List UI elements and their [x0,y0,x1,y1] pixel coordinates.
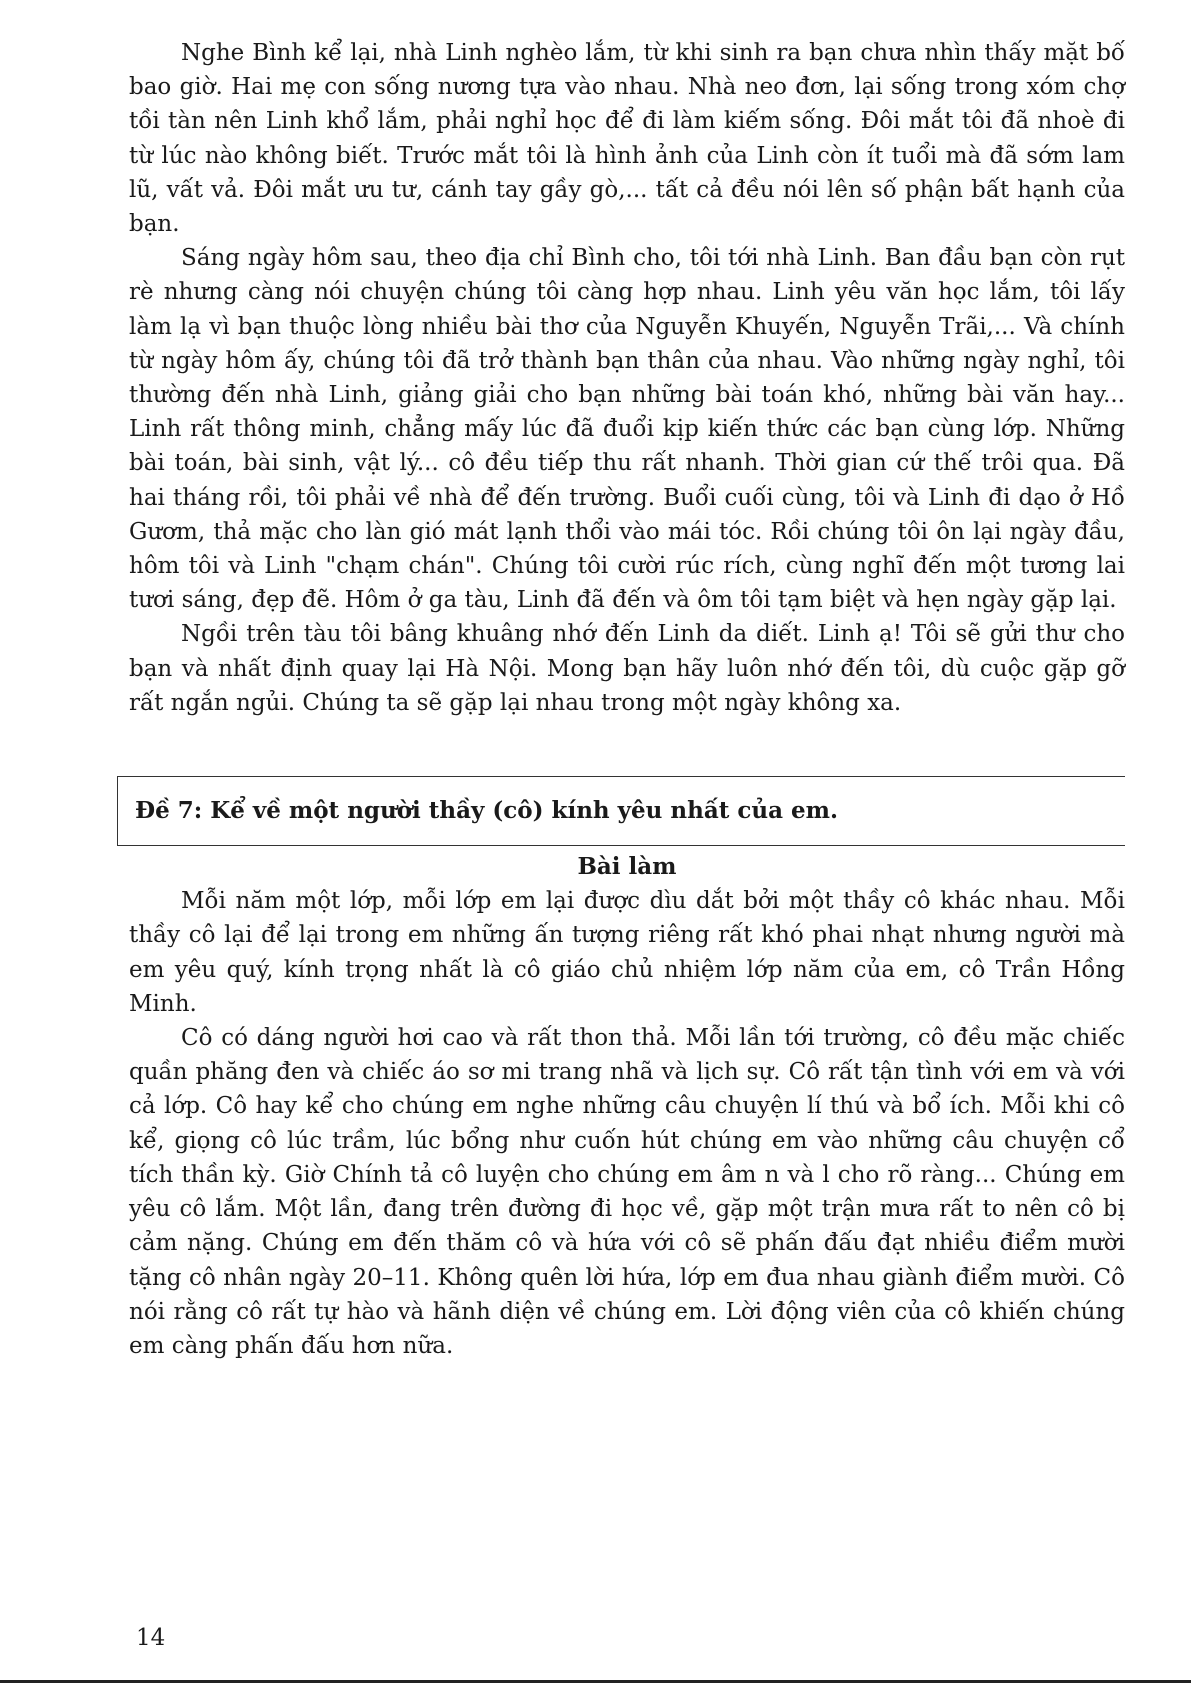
paragraph: Cô có dáng người hơi cao và rất thon thả. Mỗi lần tới trường, cô đều mặc chiếc quần phăng đen và chiếc áo sơ mi trang nhã và lịch sự. Cô rất tận tình với em và với cả lớp. Cô hay kể cho chúng em nghe những câu chuyện lí thú và bổ ích. Mỗi khi cô kể, giọng cô lúc trầm, lúc bổng như cuốn hút chúng em vào những câu chuyện cổ tích thần kỳ. Giờ Chính tả cô luyện cho chúng em âm n và l cho rõ ràng... Chúng em yêu cô lắm. Một lần, đang trên đường đi học về, gặp một trận mưa rất to nên cô bị cảm nặng. Chúng em đến thăm cô và hứa với cô sẽ phấn đấu đạt nhiều điểm mười tặng cô nhân ngày 20–11. Không quên lời hứa, lớp em đua nhau giành điểm mười. Cô nói rằng cô rất tự hào và hãnh diện về chúng em. Lời động viên của cô khiến chúng em càng phấn đấu hơn nữa. [129,1025,1125,1359]
page-content [129,36,1125,1363]
paragraph: Sáng ngày hôm sau, theo địa chỉ Bình cho, tôi tới nhà Linh. Ban đầu bạn còn rụt rè nhưng càng nói chuyện chúng tôi càng hợp nhau. Linh yêu văn học lắm, tôi lấy làm lạ vì bạn thuộc lòng nhiều bài thơ của Nguyễn Khuyến, Nguyễn Trãi,... Và chính từ ngày hôm ấy, chúng tôi đã trở thành bạn thân của nhau. Vào những ngày nghỉ, tôi thường đến nhà Linh, giảng giải cho bạn những bài toán khó, những bài văn hay... Linh rất thông minh, chẳng mấy lúc đã đuổi kịp kiến thức các bạn cùng lớp. Những bài toán, bài sinh, vật lý... cô đều tiếp thu rất nhanh. Thời gian cứ thế trôi qua. Đã hai tháng rồi, tôi phải về nhà để đến trường. Buổi cuối cùng, tôi và Linh đi dạo ở Hồ Gươm, thả mặc cho làn gió mát lạnh thổi vào mái tóc. Rồi chúng tôi ôn lại ngày đầu, hôm tôi và Linh "chạm chán". Chúng tôi cười rúc rích, cùng nghĩ đến một tương lai tươi sáng, đẹp đẽ. Hôm ở ga tàu, Linh đã đến và ôm tôi tạm biệt và hẹn ngày gặp lại. [129,245,1125,614]
answer-heading: Bài làm [577,853,677,881]
paragraph: Mỗi năm một lớp, mỗi lớp em lại được dìu dắt bởi một thầy cô khác nhau. Mỗi thầy cô lại để lại trong em những ấn tượng riêng rất khó phai nhạt nhưng người mà em yêu quý, kính trọng nhất là cô giáo chủ nhiệm lớp năm của em, cô Trần Hồng Minh. [129,888,1125,1017]
topic-title: Đề 7: Kể về một người thầy (cô) kính yêu nhất của em. [135,796,838,824]
section-gap [129,720,1125,776]
paragraph: Nghe Bình kể lại, nhà Linh nghèo lắm, từ khi sinh ra bạn chưa nhìn thấy mặt bố bao giờ. Hai mẹ con sống nương tựa vào nhau. Nhà neo đơn, lại sống trong xóm chợ tồi tàn nên Linh khổ lắm, phải nghỉ học để đi làm kiếm sống. Đôi mắt tôi đã nhoè đi từ lúc nào không biết. Trước mắt tôi là hình ảnh của Linh còn ít tuổi mà đã sớm lam lũ, vất vả. Đôi mắt ưu tư, cánh tay gầy gò,... tất cả đều nói lên số phận bất hạnh của bạn. [129,40,1125,238]
page-number: 14 [136,1625,166,1651]
topic-box [117,776,1125,846]
paragraph: Ngồi trên tàu tôi bâng khuâng nhớ đến Linh da diết. Linh ạ! Tôi sẽ gửi thư cho bạn và nhất định quay lại Hà Nội. Mong bạn hãy luôn nhớ đến tôi, dù cuộc gặp gỡ rất ngắn ngủi. Chúng ta sẽ gặp lại nhau trong một ngày không xa. [129,621,1125,716]
